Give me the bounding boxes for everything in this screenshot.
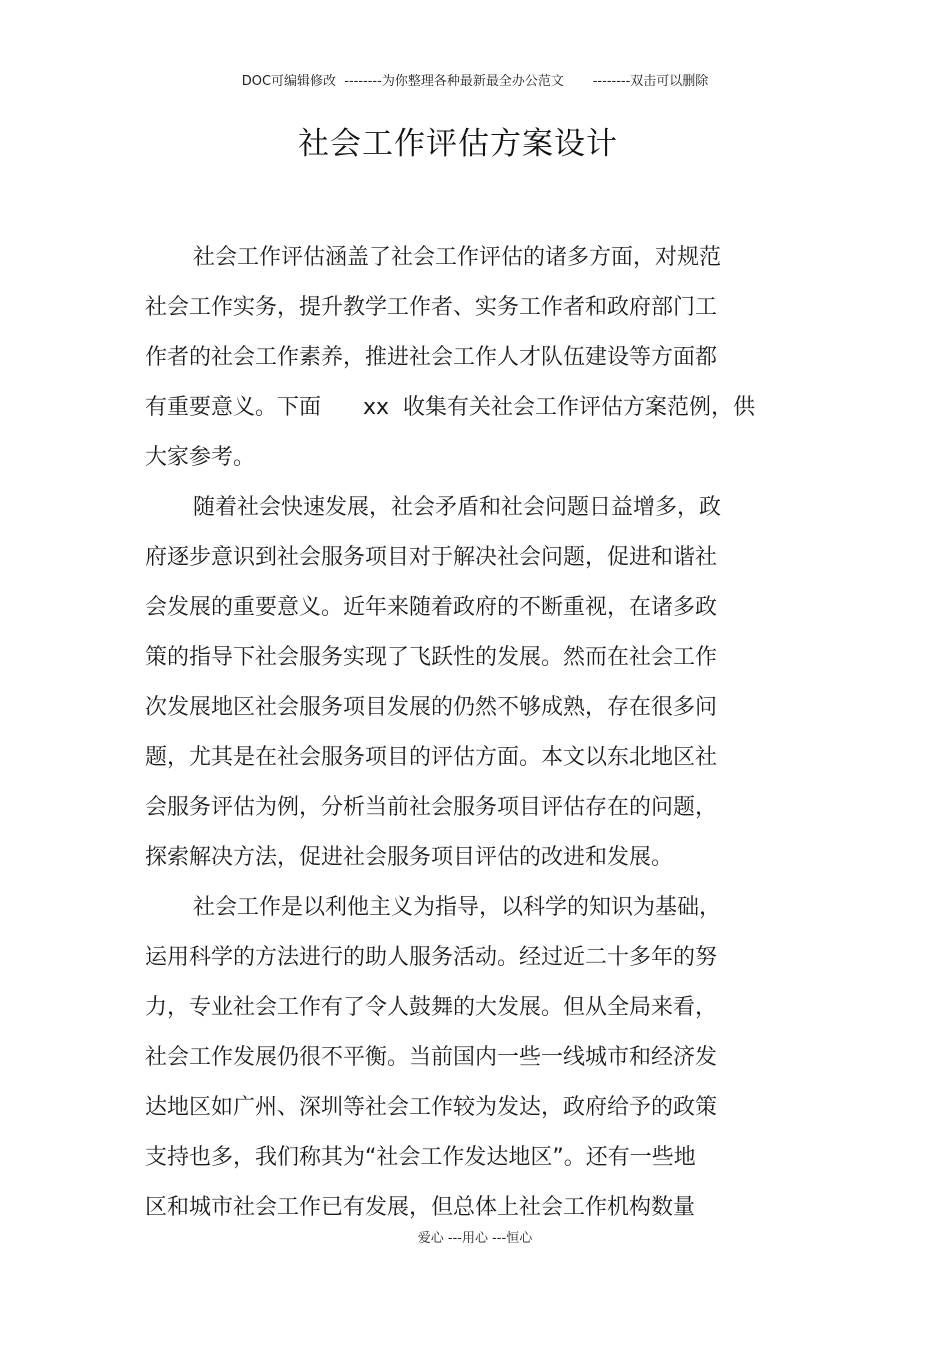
page-header: DOC可编辑修改 --------为你整理各种最新最全办公范文 --------双击可以删除 xyxy=(241,74,709,89)
paragraph-line: 社会工作实务，提升教学工作者、实务工作者和政府部门工 xyxy=(145,295,718,320)
paragraph-line: 大家参考。 xyxy=(145,445,256,470)
paragraph-line: 次发展地区社会服务项目发展的仍然不够成熟，存在很多问 xyxy=(145,695,718,720)
paragraph-line: 府逐步意识到社会服务项目对于解决社会问题，促进和谐社 xyxy=(145,545,718,570)
paragraph-line: 有重要意义。下面 xx 收集有关社会工作评估方案范例，供 xyxy=(145,395,755,420)
paragraph-line: 作者的社会工作素养，推进社会工作人才队伍建设等方面都 xyxy=(145,345,718,370)
paragraph-line: 达地区如广州、深圳等社会工作较为发达，政府给予的政策 xyxy=(145,1095,718,1120)
paragraph-line: 运用科学的方法进行的助人服务活动。经过近二十多年的努 xyxy=(145,945,718,970)
paragraph-line: 区和城市社会工作已有发展，但总体上社会工作机构数量 xyxy=(145,1195,696,1220)
paragraph-line: 支持也多，我们称其为“社会工作发达地区”。还有一些地 xyxy=(145,1145,696,1170)
paragraph-line: 社会工作发展仍很不平衡。当前国内一些一线城市和经济发 xyxy=(145,1045,718,1070)
paragraph-line: 会服务评估为例，分析当前社会服务项目评估存在的问题， xyxy=(145,795,718,820)
paragraph-line: 策的指导下社会服务实现了飞跃性的发展。然而在社会工作 xyxy=(145,645,718,670)
paragraph-line: 社会工作是以利他主义为指导，以科学的知识为基础， xyxy=(193,895,722,920)
paragraph-line: 社会工作评估涵盖了社会工作评估的诸多方面，对规范 xyxy=(193,245,722,270)
paragraph-line: 力，专业社会工作有了令人鼓舞的大发展。但从全局来看， xyxy=(145,995,718,1020)
paragraph-line: 探索解决方法，促进社会服务项目评估的改进和发展。 xyxy=(145,845,674,870)
document-title: 社会工作评估方案设计 xyxy=(298,126,618,162)
document-body xyxy=(145,233,785,1233)
paragraph-line: 会发展的重要意义。近年来随着政府的不断重视，在诸多政 xyxy=(145,595,718,620)
paragraph-line: 题，尤其是在社会服务项目的评估方面。本文以东北地区社 xyxy=(145,745,718,770)
page-footer: 爱心 ---用心 ---恒心 xyxy=(417,1231,533,1246)
paragraph-line: 随着社会快速发展，社会矛盾和社会问题日益增多，政 xyxy=(193,495,722,520)
